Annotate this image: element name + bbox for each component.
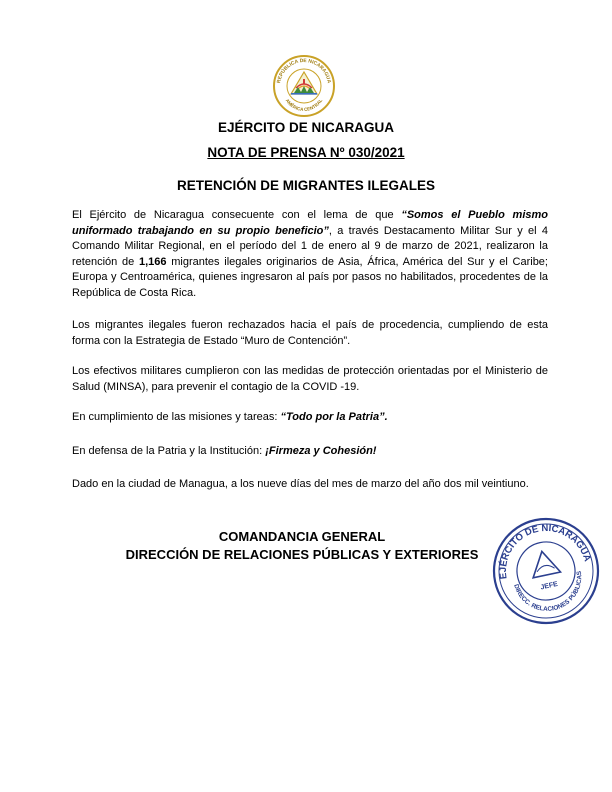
stamp-center-text: JEFE [539,580,559,592]
paragraph-5-quote: ¡Firmeza y Cohesión! [265,445,377,457]
paragraph-1-text-a: El Ejército de Nicaragua consecuente con el lema de que [72,209,402,221]
migrant-count: 1,166 [138,255,167,268]
stamp-rainbow-mark [536,564,555,572]
svg-text:AMÉRICA CENTRAL [285,98,324,112]
signature-line-2: DIRECCIÓN DE RELACIONES PÚBLICAS Y EXTERIORES [125,547,479,562]
press-note-number: NOTA DE PRENSA Nº 030/2021 [207,145,405,160]
signature-line-1: COMANDANCIA GENERAL [218,529,386,544]
svg-text:EJÉRCITO DE NICARAGUA [490,515,593,581]
paragraph-5-text: En defensa de la Patria y la Institución: [72,445,266,457]
paragraph-6: Dado en la ciudad de Managua, a los nueve días del mes de marzo del año dos mil veintiuno. [72,478,529,490]
paragraph-1-text-b: , a través Destacamento Militar Sur y el 4 Comando Militar Regional, en el período del 1 de enero al 9 de marzo de 2021, realizaron la retención de [72,224,548,268]
stamp-text-bottom: DIRECC. RELACIONES PÚBLICAS [512,570,584,613]
office-stamp [490,515,602,627]
paragraph-1-text-c: migrantes ilegales originarios de Asia, África, América del Sur y el Caribe; Europa y Centroamérica, quienes ingresaron al país por pasos no habilitados, procedentes de la República de Costa Rica. [72,255,548,299]
coat-of-arms-seal [272,54,336,118]
paragraph-3: Los efectivos militares cumplieron con las medidas de protección orientadas por el Ministerio de Salud (MINSA), para prevenir el contagio de la COVID -19. [72,365,548,393]
paragraph-2: Los migrantes ilegales fueron rechazados hacia el país de procedencia, cumpliendo de esta forma con la Estrategia de Estado “Muro de Contención”. [72,319,548,347]
stamp-triangle-emblem [528,549,560,578]
paragraph-4 [72,410,548,426]
institution-heading: EJÉRCITO DE NICARAGUA [217,120,395,135]
paragraph-1 [72,208,548,302]
stamp-text-top: EJÉRCITO DE NICARAGUA [497,522,593,580]
seal-text-bottom: AMÉRICA CENTRAL [284,97,324,113]
paragraph-4-quote: “Todo por la Patria”. [280,411,388,423]
press-release-title: RETENCIÓN DE MIGRANTES ILEGALES [176,178,436,193]
paragraph-4-text: En cumplimiento de las misiones y tareas: [72,411,281,423]
paragraph-5 [72,444,548,460]
seal-text-top: REPÚBLICA DE NICARAGUA [276,57,332,84]
motto-quote: “Somos el Pueblo mismo uniformado trabajando en su propio beneficio” [72,209,548,237]
